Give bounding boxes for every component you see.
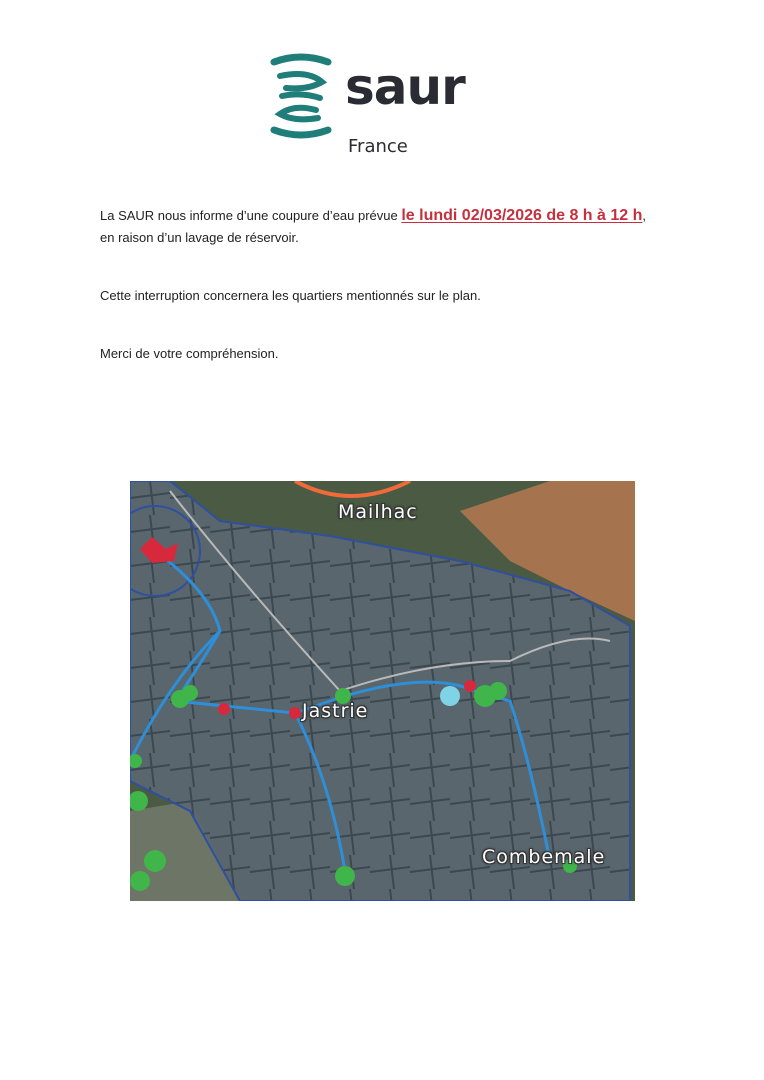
valve-node-icon: [335, 866, 355, 886]
saur-wave-icon: [268, 52, 334, 142]
notice-reason-text: en raison d’un lavage de réservoir.: [100, 230, 299, 245]
reservoir-node-icon: [440, 686, 460, 706]
valve-node-icon: [182, 685, 198, 701]
valve-node-icon: [144, 850, 166, 872]
brand-name: saur: [345, 58, 465, 116]
valve-node-icon: [464, 680, 476, 692]
map-graphic: [130, 481, 635, 901]
valve-node-icon: [289, 707, 301, 719]
notice-paragraph-1: [100, 205, 740, 249]
map-label-combemale: Combemale: [482, 846, 606, 868]
map-label-jastrie: Jastrie: [302, 700, 369, 722]
valve-node-icon: [130, 871, 150, 891]
notice-paragraph-2: Cette interruption concernera les quartiers mentionnés sur le plan.: [100, 288, 481, 303]
valve-node-icon: [218, 703, 230, 715]
notice-comma: ,: [642, 208, 646, 223]
map-label-mailhac: Mailhac: [338, 501, 418, 523]
valve-node-icon: [489, 682, 507, 700]
brand-country: France: [348, 136, 408, 157]
outage-area-map: [130, 481, 635, 901]
outage-date-highlight: le lundi 02/03/2026 de 8 h à 12 h: [401, 207, 643, 224]
notice-intro-text: La SAUR nous informe d’une coupure d’eau prévue: [100, 208, 402, 223]
notice-paragraph-3: Merci de votre compréhension.: [100, 346, 279, 361]
